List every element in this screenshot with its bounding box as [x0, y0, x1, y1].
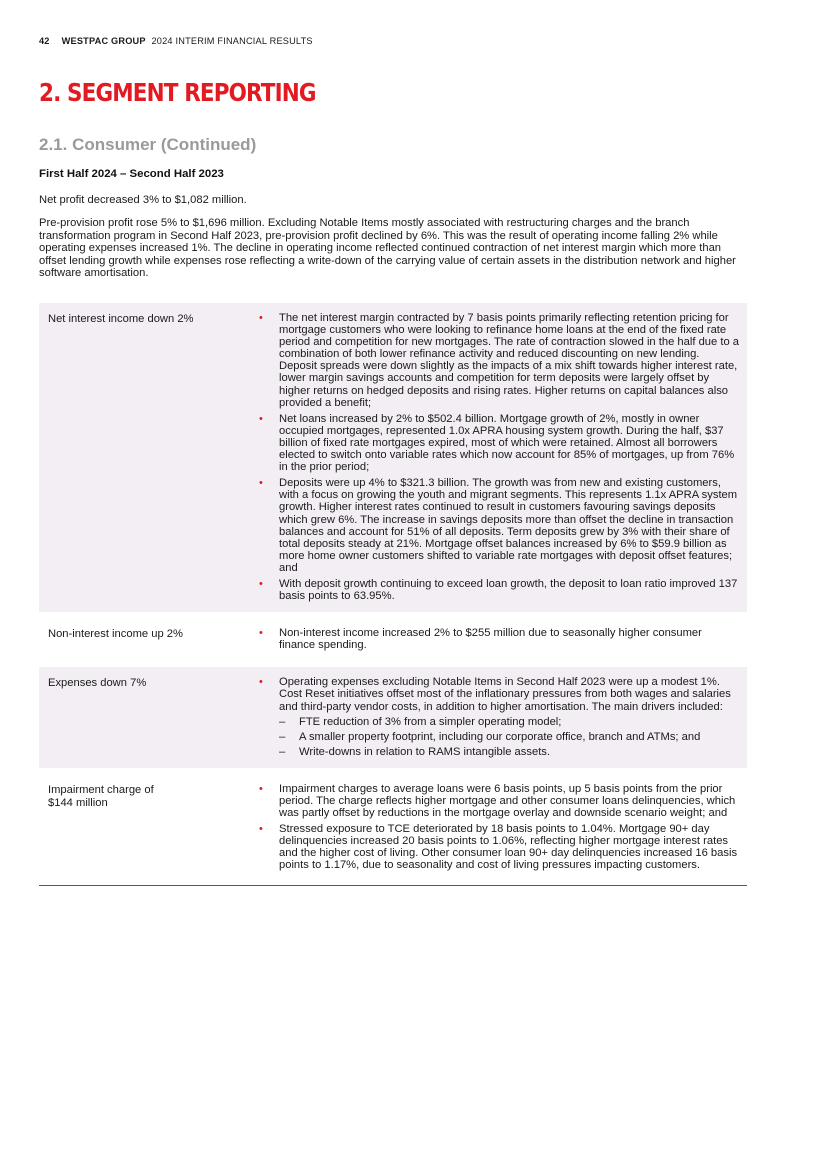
bullet-list — [250, 783, 739, 872]
period-heading: First Half 2024 – Second Half 2023 — [39, 168, 224, 180]
dash-icon: – — [279, 715, 286, 728]
bullet-icon: • — [259, 312, 263, 324]
table-row-impairment — [39, 774, 747, 882]
row-commentary — [250, 667, 747, 768]
sub-item-text: FTE reduction of 3% from a simpler operating model; — [299, 715, 562, 728]
row-label — [39, 774, 250, 882]
list-item — [250, 413, 739, 473]
bullet-text: Stressed exposure to TCE deteriorated by 18 basis points to 1.04%. Mortgage 90+ day delinquencies increased 20 basis points to 1.06%, reflecting higher mortgage interest rates and the higher cost of living. Other consumer loan 90+ day delinquencies increased 16 basis points to 1.17%, due to seasonality and cost of living pressures impacting customers. — [279, 823, 738, 872]
row-commentary — [250, 303, 747, 612]
brand-name: WESTPAC GROUP — [61, 36, 146, 46]
document-title: 2024 INTERIM FINANCIAL RESULTS — [151, 36, 313, 46]
segment-table — [39, 303, 747, 886]
section-title: 2. SEGMENT REPORTING — [39, 78, 316, 107]
row-commentary — [250, 618, 747, 661]
list-item — [250, 783, 739, 819]
bullet-icon: • — [259, 676, 263, 689]
bullet-text: Operating expenses excluding Notable Items in Second Half 2023 were up a modest 1%. Cost Reset initiatives offset most of the inflationary pressures from both wages and salaries and third-party vendor costs, in addition to higher amortisation. The main drivers included: — [279, 676, 731, 713]
bullet-icon: • — [259, 412, 263, 425]
list-item — [250, 823, 739, 871]
sub-item-text: A smaller property footprint, including our corporate office, branch and ATMs; and — [299, 730, 701, 743]
sub-list — [279, 716, 739, 758]
table-row-net-interest-income — [39, 303, 747, 612]
bullet-text: The net interest margin contracted by 7 basis points primarily reflecting retention pricing for mortgage customers who were looking to refinance home loans at the end of the fixed rate period and competition for new mortgages. The rate of contraction slowed in the half due to a combination of both lower refinance activity and reduced discounting on new lending. Deposit spreads were down slightly as the impacts of a mix shift towards higher interest rate, lower margin savings accounts and competition for term deposits were largely offset by higher returns on hedged deposits and rising rates. Higher returns on capital balances also provided a benefit; — [279, 312, 739, 409]
table-row-non-interest-income — [39, 618, 747, 661]
bullet-text: Non-interest income increased 2% to $255 million due to seasonally higher consumer finance spending. — [279, 627, 702, 652]
row-commentary — [250, 774, 747, 882]
bullet-text: Impairment charges to average loans were 6 basis points, up 5 basis points from the prior period. The charge reflects higher mortgage and other consumer loans delinquencies, which was partly offset by reductions in the mortgage overlay and downside scenario weight; and — [279, 782, 736, 820]
bullet-list — [250, 676, 739, 758]
list-item — [250, 676, 739, 758]
table-row-expenses — [39, 667, 747, 768]
subsection-title: 2.1. Consumer (Continued) — [39, 135, 257, 154]
bullet-text: Deposits were up 4% to $321.3 billion. The growth was from new and existing customers, with a focus on growing the youth and migrant segments. This represents 1.1x APRA system growth. Higher interest rates continued to result in customers favouring savings deposits which grew 6%. The increase in savings deposits more than offset the decline in transaction balances and account for 51% of all deposits. Term deposits grew by 3% with their share of total deposits steady at 21%. Mortgage offset balances increased by 6% to $59.9 billion as more home owner customers shifted to variable rate mortgages with deposit offset features; and — [279, 477, 738, 574]
pre-provision-paragraph: Pre-provision profit rose 5% to $1,696 million. Excluding Notable Items mostly associated with restructuring charges and the branch transformation program in Second Half 2023, pre-provision profit declined by 6%. This was the result of operating income falling 2% while operating expenses increased 1%. The decline in operating income reflected continued contraction of net interest margin which more than offset lending growth while expenses rose reflecting a write-down of the carrying value of certain assets in the distribution network and higher software amortisation. — [39, 217, 736, 280]
page-number: 42 — [39, 36, 50, 46]
row-label-line: $144 million — [48, 796, 108, 809]
dash-icon: – — [279, 745, 286, 758]
dash-icon: – — [279, 730, 286, 743]
list-item — [250, 312, 739, 409]
sub-list-item — [279, 731, 739, 743]
row-label: Non-interest income up 2% — [48, 628, 183, 641]
list-item — [250, 627, 739, 651]
table-bottom-rule — [39, 885, 747, 886]
bullet-icon: • — [259, 782, 263, 795]
bullet-text: With deposit growth continuing to exceed loan growth, the deposit to loan ratio improved 137 basis points to 63.95%. — [279, 577, 738, 603]
bullet-list — [250, 627, 739, 651]
bullet-icon: • — [259, 823, 263, 836]
sub-list-item — [279, 746, 739, 758]
bullet-text: Net loans increased by 2% to $502.4 billion. Mortgage growth of 2%, mostly in owner occupied mortgages, represented 1.0x APRA housing system growth. During the half, $37 billion of fixed rate mortgages expired, most of which were retained. Almost all borrowers elected to switch onto variable rates which now account for 85% of mortgages, up from 76% in the prior period; — [279, 412, 735, 474]
net-profit-paragraph: Net profit decreased 3% to $1,082 million. — [39, 194, 247, 206]
list-item — [250, 477, 739, 574]
bullet-icon: • — [259, 627, 263, 640]
bullet-icon: • — [259, 477, 263, 490]
running-header — [39, 36, 313, 46]
row-label-line: Impairment charge of — [48, 783, 154, 796]
row-label: Net interest income down 2% — [48, 313, 194, 325]
sub-list-item — [279, 716, 739, 728]
sub-item-text: Write-downs in relation to RAMS intangible assets. — [299, 745, 551, 758]
bullet-icon: • — [259, 577, 263, 590]
list-item — [250, 578, 739, 602]
row-label: Expenses down 7% — [48, 677, 147, 690]
bullet-list — [250, 312, 739, 602]
